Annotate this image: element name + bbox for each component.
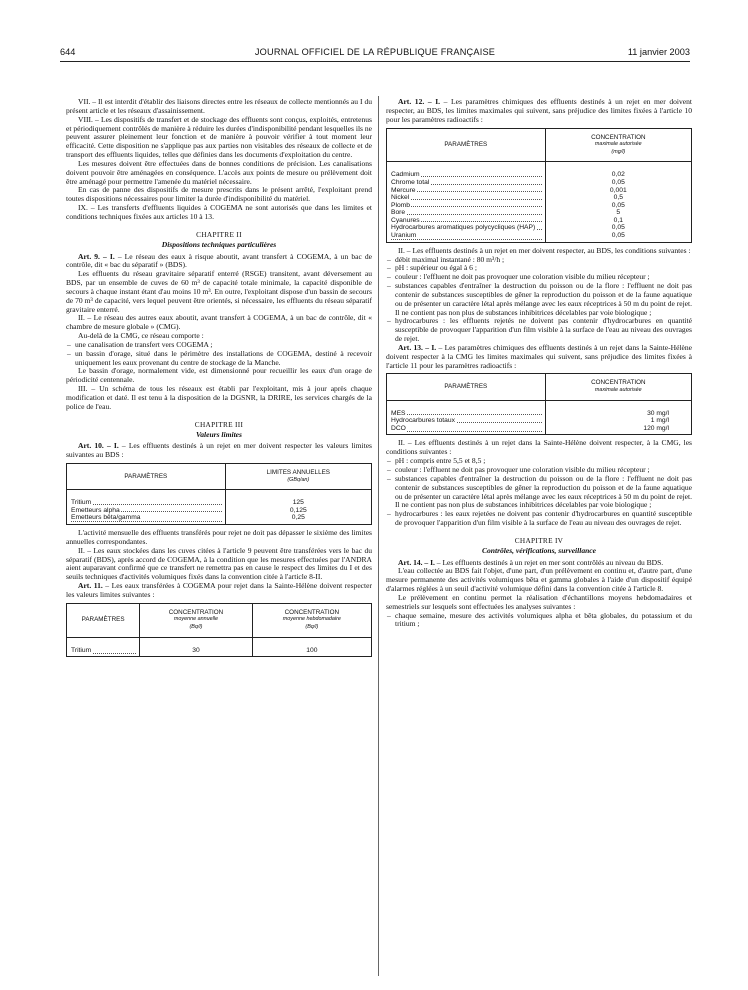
dash-list xyxy=(66,341,372,368)
list-item: – un bassin d'orage, situé dans le périmètre des installations de COGEMA, destiné à recevoir uniquement les eaux provenant du centre de stockage de la Manche. xyxy=(66,350,372,368)
paragraph: En cas de panne des dispositifs de mesure prescrits dans le présent arrêté, l'exploitant prend toutes dispositions nécessaires pour limiter la durée d'indisponibilité du matériel. xyxy=(66,185,372,204)
article-text: – Les effluents destinés à un rejet en mer doivent respecter les valeurs limites suivantes au BDS : xyxy=(66,441,372,460)
param-name: Cadmium xyxy=(391,171,420,179)
table-header xyxy=(545,374,691,400)
header-unit: (GBq/an) xyxy=(287,476,310,483)
param-value: 0,05 xyxy=(545,232,691,242)
table-header xyxy=(252,603,371,637)
param-value: 0,02 xyxy=(545,162,691,179)
table-row xyxy=(387,425,692,435)
list-item: – couleur : l'effluent ne doit pas provoquer une coloration visible du milieu récepteur ; xyxy=(386,273,692,282)
table-saint-helene-radio xyxy=(66,603,372,657)
param-value: 1 mg/l xyxy=(545,417,691,425)
param-value: 100 xyxy=(252,637,371,657)
list-item: – chaque semaine, mesure des activités volumiques alpha et bêta globales, du potassium et du tritium ; xyxy=(386,612,692,630)
param-name: Plomb xyxy=(391,201,410,209)
header-sub: maximale autorisée xyxy=(594,387,642,394)
left-column xyxy=(66,98,372,661)
table-row xyxy=(387,417,692,425)
table-row xyxy=(387,179,692,187)
param-value: 125 xyxy=(225,490,371,507)
header-unit: (mg/l) xyxy=(611,148,626,155)
table-annual-limits xyxy=(66,463,372,525)
param-value: 0,05 xyxy=(545,179,691,187)
header-sub: moyenne annuelle xyxy=(173,616,218,623)
list-item: – pH : supérieur ou égal à 6 ; xyxy=(386,264,692,273)
article-label: Art. 12. – I. xyxy=(398,97,441,106)
table-row xyxy=(387,224,692,232)
table-row xyxy=(387,209,692,217)
paragraph: Le bassin d'orage, normalement vide, est dimensionné pour recueillir les eaux d'un orage de périodicité centennale. xyxy=(66,366,372,385)
param-value: 30 mg/l xyxy=(545,400,691,417)
paragraph: L'eau collectée au BDS fait l'objet, d'une part, d'un prélèvement en continu et, d'autre part, d'une mesure permanente des activités volumiques bêta et gamma globales à l'aide d'un dispositif équipé d'alarmes réglées à un seuil d'activité volumique défini dans la convention citée à l'article 8. xyxy=(386,566,692,594)
dash-list xyxy=(386,256,692,344)
article-label: Art. 11. xyxy=(78,581,103,591)
param-name: Emetteurs alpha xyxy=(71,506,120,514)
table-row xyxy=(67,514,372,524)
list-item: – substances capables d'entraîner la destruction du poisson ou de la flore : l'effluent ne doit pas contenir de substances susceptibles de gêner la reproduction du poisson et de la faune aquatique ou de présenter un caractère létal après mélange avec les eaux réceptrices à 50 m du point de rejet. Il ne contient pas non plus de substances inhibitrices décelables par voie biologique ; xyxy=(386,475,692,510)
page-header xyxy=(60,47,690,61)
article-paragraph xyxy=(66,442,372,460)
param-name: DCO xyxy=(391,424,406,432)
param-value: 0,05 xyxy=(545,202,691,210)
table-header xyxy=(225,464,371,490)
table-header: PARAMÈTRES xyxy=(387,374,546,400)
param-value: 5 xyxy=(545,209,691,217)
param-value: 0,001 xyxy=(545,187,691,195)
paragraph: II. – Les eaux stockées dans les cuves citées à l'article 9 peuvent être transférées vers le bac du séparatif (BDS), après accord de COGEMA, à la condition que les mesures effectuées par l'ANDRA aient auparavant confirmé que ce transfert ne remettra pas en cause le respect des limites du I et des seuils techniques d'activités volumiques fixés dans la convention citée à l'article 8-II. xyxy=(66,545,372,582)
param-value: 0,05 xyxy=(545,224,691,232)
header-label: CONCENTRATION xyxy=(168,608,224,616)
list-item: – hydrocarbures : les eaux rejetées ne doivent pas contenir d'hydrocarbures en quantité susceptible de provoquer l'apparition d'un film visible à la surface de l'eau au niveau des ouvrages de rejet. xyxy=(386,510,692,528)
paragraph: L'activité mensuelle des effluents transférés pour rejet ne doit pas dépasser le sixième des limites annuelles correspondantes. xyxy=(66,528,372,546)
section-title: Valeurs limites xyxy=(196,429,242,439)
article-paragraph xyxy=(66,253,372,271)
param-value: 0,1 xyxy=(545,217,691,225)
paragraph: Le prélèvement en continu permet la réalisation d'échantillons moyens hebdomadaires et semestriels sur lesquels sont effectuées les analyses suivantes : xyxy=(386,592,692,611)
article-paragraph xyxy=(386,98,692,125)
paragraph: Au-delà de la CMG, ce réseau comporte : xyxy=(78,331,204,341)
param-name: Emetteurs bêta/gamma xyxy=(71,514,141,522)
right-column xyxy=(386,98,692,629)
article-label: Art. 13. – I. xyxy=(398,342,437,352)
list-item: – couleur : l'effluent ne doit pas provoquer une coloration visible du milieu récepteur ; xyxy=(386,466,692,475)
header-unit: (Bq/l) xyxy=(305,623,319,630)
param-name: Nickel xyxy=(391,194,410,202)
param-name: Chrome total xyxy=(391,178,430,186)
table-row xyxy=(387,194,692,202)
param-name: Hydrocarbures aromatiques polycycliques (HAP) xyxy=(391,224,536,232)
table-sea-chemical-limits xyxy=(386,128,692,243)
article-text: – Les effluents destinés à un rejet en mer sont contrôlés au niveau du BDS. xyxy=(434,557,664,567)
header-label: CONCENTRATION xyxy=(591,133,646,141)
list-item: – substances capables d'entraîner la destruction du poisson ou de la flore : l'effluent ne doit pas contenir de substances susceptibles de gêner la reproduction du poisson et de la faune aquatique ou de présenter un caractère létal après mélange avec les eaux réceptrices à 50 m du point de rejet. Il ne contient pas non plus de substances inhibitrices décelables par voie biologique ; xyxy=(386,282,692,317)
param-value: 0,125 xyxy=(225,507,371,515)
article-label: Art. 9. – I. xyxy=(78,251,115,261)
table-saint-helene-chemical xyxy=(386,373,692,435)
article-text: – Les paramètres chimiques des effluents destinés à un rejet dans la Sainte-Hélène doivent respecter à la CMG les limites maximales qui suivent, sans préjudice des limites fixées à l'article 11 pour les paramètres radioactifs : xyxy=(386,342,692,370)
list-item: – hydrocarbures : les effluents rejetés ne doivent pas contenir d'hydrocarbures en quantité susceptible de provoquer l'apparition d'un film visible à la surface de l'eau au niveau des ouvrages de rejet. xyxy=(386,317,692,344)
header-rule xyxy=(60,61,690,62)
table-row xyxy=(387,202,692,210)
table-row xyxy=(387,187,692,195)
list-item: – débit maximal instantané : 80 m³/h ; xyxy=(386,256,692,265)
header-unit: (Bq/l) xyxy=(189,623,203,630)
issue-date: 11 janvier 2003 xyxy=(627,47,690,57)
param-name: Hydrocarbures totaux xyxy=(391,417,455,425)
paragraph: VIII. – Les dispositifs de transfert et de stockage des effluents sont conçus, exploités, entretenus et périodiquement contrôlés de manière à réduire les durées d'indisponibilité pendant lesquelles ils ne peuvent assurer pleinement leur fonction et de manière à pouvoir vérifier à tout moment leur efficacité. Cette disposition ne s'applique pas aux parties non visitables des réseaux de collecte et de transport des effluents liquides, telles que définies dans les documents d'exploitation du centre. xyxy=(66,114,372,160)
chapter-heading: CHAPITRE III xyxy=(194,419,244,429)
param-name: MES xyxy=(391,409,406,417)
section-title: Contrôles, vérifications, surveillance xyxy=(481,545,597,555)
table-header xyxy=(545,128,691,162)
section-title: Dispositions techniques particulières xyxy=(161,239,277,249)
table-header: PARAMÈTRES xyxy=(387,128,546,162)
header-label: LIMITES ANNUELLES xyxy=(266,469,330,477)
column-divider xyxy=(378,96,379,976)
param-value: 30 xyxy=(140,637,253,657)
article-label: Art. 10. – I. xyxy=(78,441,119,451)
param-name: Tritium xyxy=(71,499,92,507)
table-header: PARAMÈTRES xyxy=(67,603,140,637)
article-paragraph xyxy=(66,582,372,600)
article-text: – Les paramètres chimiques des effluents destinés à un rejet en mer doivent respecter, au BDS, les limites maximales qui suivent, sans préjudice des limites fixées à l'article 10 pour les paramètres radioactifs : xyxy=(386,97,693,124)
header-label: CONCENTRATION xyxy=(284,608,340,616)
paragraph: Les mesures doivent être effectuées dans de bonnes conditions de précision. Les canalisations doivent pouvoir être aménagées en conséquence. L'accès aux points de mesure ou prélèvement doit être aménagé pour permettre l'amenée du matériel nécessaire. xyxy=(66,158,372,186)
dash-list xyxy=(386,612,692,630)
article-paragraph xyxy=(386,344,692,371)
paragraph: II. – Les effluents destinés à un rejet dans la Sainte-Hélène doivent respecter, à la CMG, les conditions suivantes : xyxy=(386,438,692,457)
paragraph: Les effluents du réseau gravitaire séparatif enterré (RSGE) transitent, avant déversement au BDS, par un ensemble de cuves de 60 m³ de capacité totale minimale, la capacité disponible de secours à chaque instant étant d'au moins 10 m³. En outre, l'exploitant dispose d'un bassin de secours de 70 m³ de capacité, vers lequel peuvent être orientés, si nécessaire, les effluents du réseau séparatif gravitaire enterré. xyxy=(66,269,372,314)
article-label: Art. 14. – I. xyxy=(398,557,435,567)
table-row xyxy=(67,490,372,507)
table-row xyxy=(387,232,692,242)
header-sub: maximale autorisée xyxy=(594,141,642,148)
article-text: – Le réseau des eaux à risque aboutit, avant transfert à COGEMA, à un bac de contrôle, dit « bac du séparatif » (BDS). xyxy=(66,251,373,270)
param-name: Bore xyxy=(391,209,406,217)
paragraph: IX. – Les transferts d'effluents liquides à COGEMA ne sont autorisés que dans les limites et conditions techniques fixées aux articles 10 à 13. xyxy=(66,203,372,221)
table-header xyxy=(140,603,253,637)
paragraph: II. – Le réseau des autres eaux aboutit, avant transfert à COGEMA, à un bac de contrôle, dit « chambre de mesure globale » (CMG). xyxy=(66,313,372,332)
chapter-heading: CHAPITRE IV xyxy=(514,535,564,545)
header-sub: moyenne hebdomadaire xyxy=(282,616,341,623)
page-number: 644 xyxy=(60,47,76,57)
journal-title: JOURNAL OFFICIEL DE LA RÉPUBLIQUE FRANÇAISE xyxy=(254,47,496,57)
paragraph: III. – Un schéma de tous les réseaux est établi par l'exploitant, mis à jour après chaque modification et daté. Il est tenu à la disposition de la DGSNR, la DRIRE, les services chargés de la police de l'eau. xyxy=(66,384,372,411)
paragraph: II. – Les effluents destinés à un rejet en mer doivent respecter, au BDS, les conditions suivantes : xyxy=(398,245,691,255)
table-row xyxy=(387,162,692,179)
param-name: Mercure xyxy=(391,186,416,194)
table-row xyxy=(67,637,372,657)
param-value: 0,5 xyxy=(545,194,691,202)
header-label: CONCENTRATION xyxy=(591,379,646,387)
param-value: 120 mg/l xyxy=(545,425,691,435)
param-name: Tritium xyxy=(71,646,92,654)
table-header: PARAMÈTRES xyxy=(67,464,226,490)
list-item: – une canalisation de transfert vers COGEMA ; xyxy=(66,341,372,350)
table-row xyxy=(387,400,692,417)
chapter-heading: CHAPITRE II xyxy=(196,229,242,239)
dash-list xyxy=(386,457,692,528)
param-name: Cyanures xyxy=(391,216,420,224)
param-name: Uranium xyxy=(391,232,417,240)
paragraph: VII. – Il est interdit d'établir des liaisons directes entre les réseaux de collecte mentionnés au I du présent article et les réseaux d'assainissement. xyxy=(66,97,372,115)
list-item: – pH : compris entre 5,5 et 8,5 ; xyxy=(386,457,692,466)
param-value: 0,25 xyxy=(225,514,371,524)
article-text: – Les eaux transférées à COGEMA pour rejet dans la Sainte-Hélène doivent respecter les valeurs limites suivantes : xyxy=(66,581,372,599)
